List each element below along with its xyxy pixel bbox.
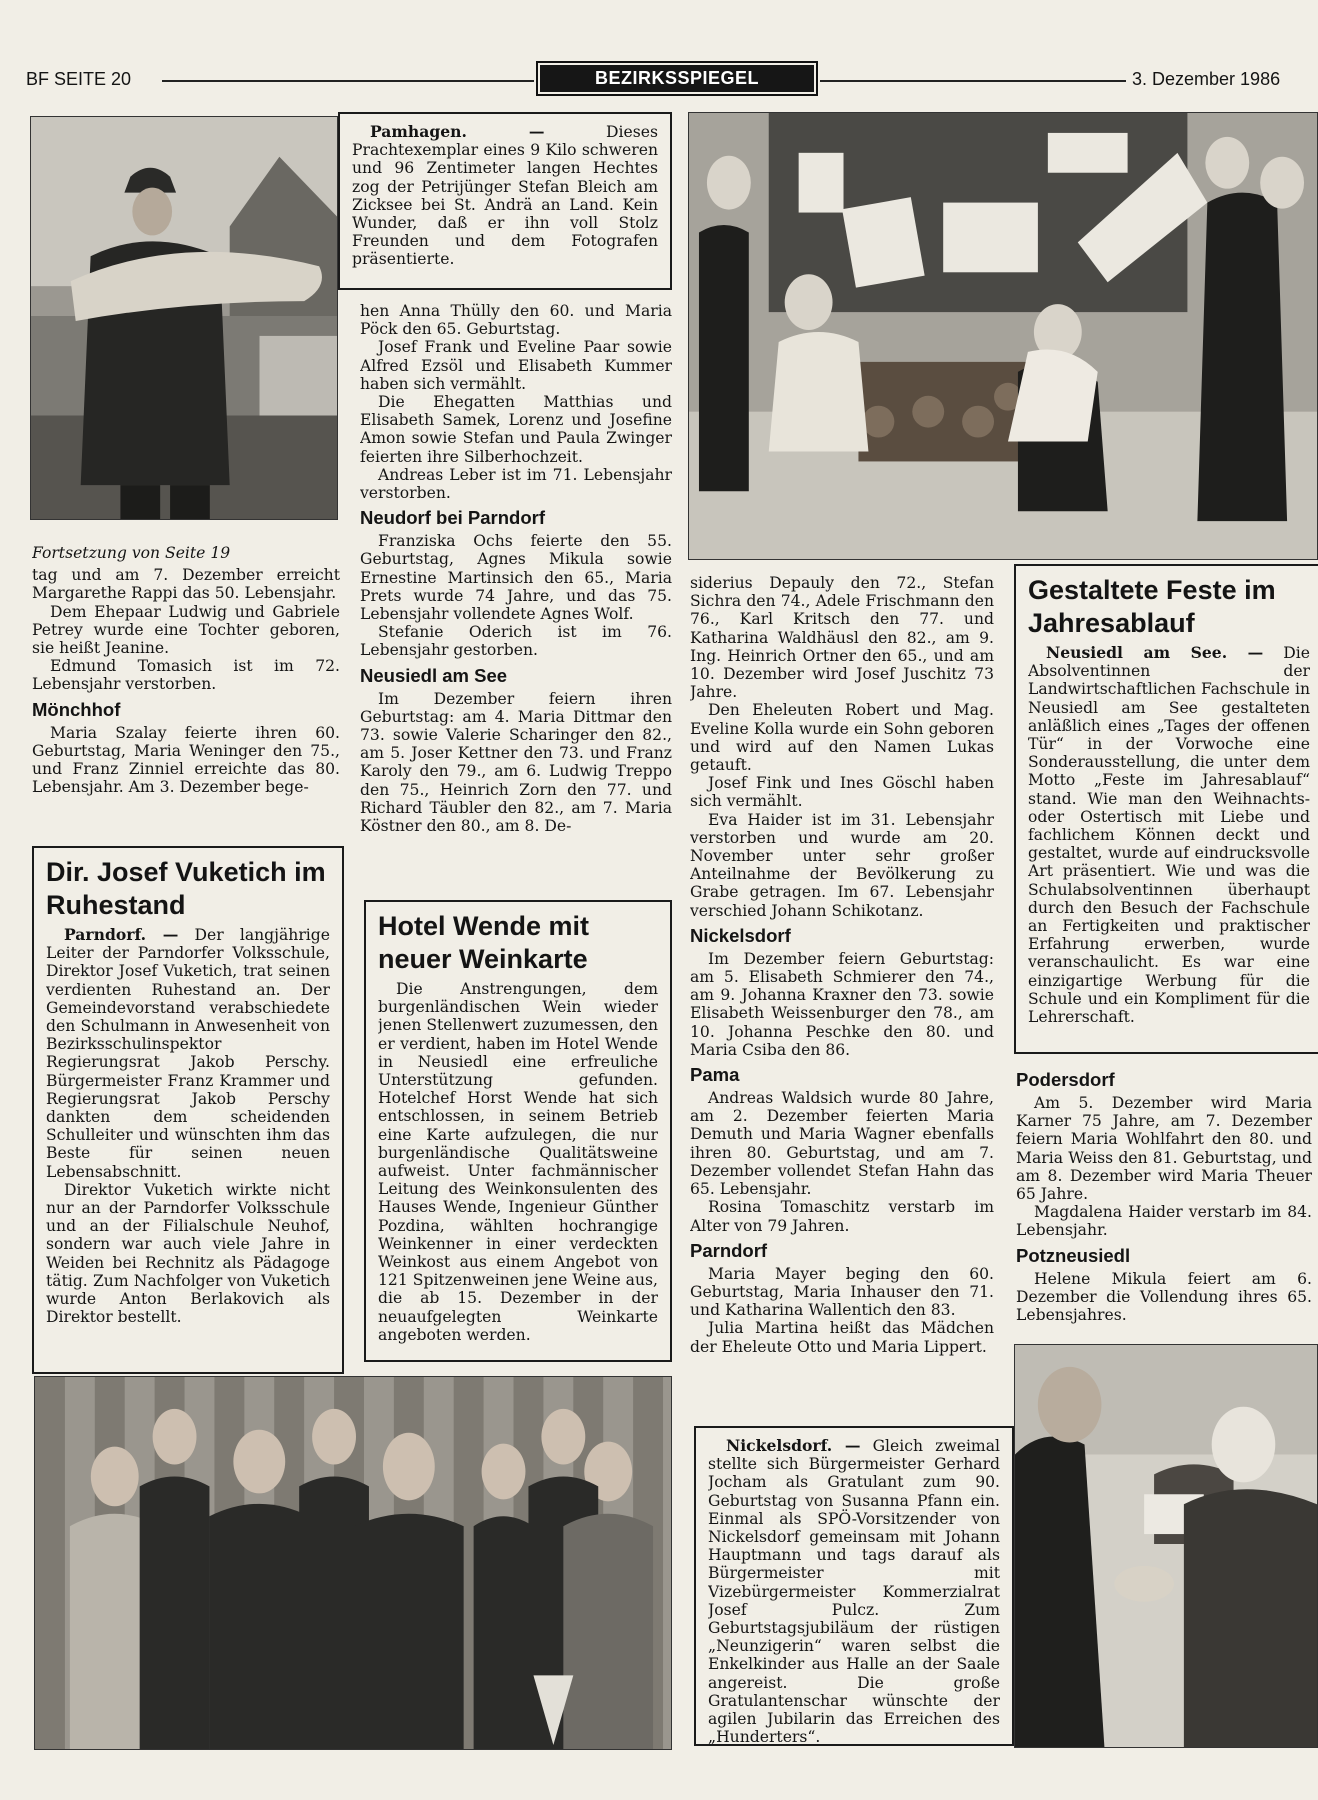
fish-caption-box [338, 112, 672, 290]
hotel-paragraph: Die Anstrengungen, dem burgenländischen Wein wieder jenen Stellenwert zuzumessen, den er verdient, haben im Hotel Wende in Neusiedl eine erfreuliche Unterstützung gefunden. Hotelchef Horst Wende hat sich entschlossen, in seinem Betrieb eine Karte aufzulegen, die nur burgenländische Qualitätsweine aufweist. Unter fachmännischer Leitung des Weinkonsulenten des Hauses Wende, Ingenieur Günther Pozdina, wählten hochrangige Weinkenner in einer verdeckten Weinkost aus einem Angebot von 121 Spitzenweinen jene Weine aus, die ab 15. Dezember in der neuaufgelegten Weinkarte angeboten werden. [378, 980, 658, 1344]
continued-from-note: Fortsetzung von Seite 19 [32, 544, 231, 562]
photo-school-exhibition [688, 112, 1318, 560]
col3-paragraph: Maria Mayer beging den 60. Geburtstag, Maria Inhauser den 71. und Katharina Wallentich den 83. [690, 1264, 994, 1320]
page-date: 3. Dezember 1986 [1132, 69, 1281, 89]
col2-paragraph: Stefanie Oderich ist im 76. Lebensjahr gestorben. [360, 623, 672, 660]
feste-headline: Gestaltete Feste im Jahresablauf [1028, 575, 1276, 638]
photo-birthday-congratulation [1014, 1344, 1318, 1748]
col1-paragraph: tag und am 7. Dezember erreicht Margarethe Rappi das 50. Lebensjahr. [32, 566, 340, 603]
col2-paragraph: Im Dezember feiern ihren Geburtstag: am 4. Maria Dittmar den 73. sowie Valerie Scharinger den 82., am 5. Joser Kettner den 73. und Franz Karoly den 79., am 6. Ludwig Treppo den 75., Heinrich Zorn den 77. und Richard Täubler den 82., am 7. Maria Köstner den 80., am 8. De- [360, 689, 672, 836]
col3-paragraph: Eva Haider ist im 31. Lebensjahr verstorben und wurde am 20. November unter sehr großer Anteilnahme der Bevölkerung zu Grabe getragen. Im 67. Lebensjahr verschied Johann Schikotanz. [690, 810, 994, 920]
heading-pama: Pama [690, 1064, 740, 1086]
col2-paragraph: Die Ehegatten Matthias und Elisabeth Samek, Lorenz und Josefine Amon sowie Stefan und Paula Zwinger feierten ihre Silberhochzeit. [360, 393, 672, 466]
col2-paragraph: Josef Frank und Eveline Paar sowie Alfred Ezsöl und Elisabeth Kummer haben sich vermählt. [360, 338, 672, 393]
hotel-body [378, 980, 658, 1344]
article-gestaltete-feste [1014, 564, 1318, 1054]
col1-paragraph: Maria Szalay feierte ihren 60. Geburtstag, Maria Weninger den 75., und Franz Zinniel erreichte das 80. Lebensjahr. Am 3. Dezember bege- [32, 723, 340, 797]
col3-paragraph: Rosina Tomaschitz verstarb im Alter von 79 Jahren. [690, 1198, 994, 1235]
feste-body [1028, 644, 1310, 1026]
heading-podersdorf: Podersdorf [1016, 1069, 1115, 1090]
col3-paragraph: Josef Fink und Ines Göschl haben sich vermählt. [690, 774, 994, 811]
feste-text: Die Absolventinnen der Landwirtschaftlichen Fachschule in Neusiedl am See gestalteten anläßlich eines „Tages der offenen Tür“ in der Vorwoche eine Sonderausstellung, die unter dem Motto „Feste im Jahresablauf“ stand. Wie man den Weihnachts- oder Ostertisch mit Liebe und fachlichem Können deckt und gestaltet, wurde auf eindrucksvolle Art präsentiert. Wie und was die Schulabsolventinnen überhaupt durch den Besuch der Fachschule an Fertigkeiten und praktischer Erfahrung erwerben, wurde veranschaulicht. Es war eine einzigartige Werbung für die Schule und ein Kompliment für die Lehrerschaft. [1028, 644, 1310, 1027]
vuketich-lead: Parndorf. — [64, 926, 179, 944]
section-title: BEZIRKSSPIEGEL [540, 65, 814, 92]
jocham-lead: Nickelsdorf. — [726, 1437, 861, 1455]
section-banner [536, 61, 818, 96]
vuketich-p1: Der langjährige Leiter der Parndorfer Volksschule, Direktor Josef Vuketich, trat seinen verdienten Ruhestand an. Der Gemeindevorstand verabschiedete den Schulmann in Anwesenheit von Bezirksschulinspektor Regierungsrat Jakob Perschy. Bürgermeister Franz Krammer und Regierungsrat Jakob Perschy dankten dem scheidenden Schulleiter und wünschten ihm das Beste für seinen neuen Lebensabschnitt. [46, 926, 330, 1181]
fish-caption-lead: Pamhagen. — [370, 123, 545, 141]
vuketich-body [46, 926, 330, 1326]
vuketich-headline: Dir. Josef Vuketich im Ruhestand [46, 857, 326, 920]
column-4-text [1016, 1064, 1312, 1340]
heading-potzneusiedl: Potzneusiedl [1016, 1244, 1131, 1266]
article-vuketich [32, 846, 344, 1374]
jocham-body: Gleich zweimal stellte sich Bürgermeister Gerhard Jocham als Gratulant zum 90. Geburtstag von Susanna Pfann ein. Einmal als SPÖ-Vorsitzender von Nickelsdorf gemeinsam mit Johann Hauptmann und tags darauf als Bürgermeister mit Vizebürgermeister Kommerzialrat Josef Pulcz. Zum Geburtstagsjubiläum der rüstigen „Neunzigerin“ waren selbst die Enkelkinder aus Halle an der Saale angereist. Die große Gratulantenschar wünschte der agilen Jubilarin das Erreichen des „Hunderters“. [708, 1437, 1000, 1747]
col1-paragraph: Edmund Tomasich ist im 72. Lebensjahr verstorben. [32, 657, 340, 694]
photo-man-with-pike [30, 116, 338, 520]
col2-paragraph: hen Anna Thülly den 60. und Maria Pöck den 65. Geburtstag. [360, 302, 672, 339]
photo-group-of-men [34, 1376, 672, 1750]
col3-paragraph: siderius Depauly den 72., Stefan Sichra den 74., Adele Frischmann den 76., Karl Kritsch den 77. und Katharina Waldhäusl den 82., am 9. Ing. Heinrich Ortner den 65., und am 10. Dezember wird Josef Juschitz 73 Jahre. [690, 574, 994, 702]
header-rule-right [820, 80, 1126, 82]
col2-paragraph: Andreas Leber ist im 71. Lebensjahr verstorben. [360, 465, 672, 503]
col3-paragraph: Im Dezember feiern Geburtstag: am 5. Elisabeth Schmierer den 74., am 9. Johanna Kraxner den 73. sowie Elisabeth Weissenburger den 78., am 10. Johanna Peschke den 80. und Maria Csiba den 86. [690, 949, 994, 1059]
column-1-text [32, 544, 340, 834]
heading-parndorf: Parndorf [690, 1239, 768, 1261]
col3-paragraph: Den Eheleuten Robert und Mag. Eveline Kolla wurde ein Sohn geboren und wird auf den Namen Lukas getauft. [690, 701, 994, 775]
column-3-text [690, 574, 994, 1416]
heading-neudorf: Neudorf bei Parndorf [360, 507, 546, 529]
col3-paragraph: Andreas Waldsich wurde 80 Jahre, am 2. Dezember feierten Maria Demuth und Maria Wagner ebenfalls ihren 80. Geburtstag, und am 7. Dezember vollendet Stefan Hahn das 65. Lebensjahr. [690, 1089, 994, 1199]
fish-caption-body: Dieses Prachtexemplar eines 9 Kilo schweren und 96 Zentimeter langen Hechtes zog der Petrijünger Stefan Bleich am Zicksee bei St. Andrä an Land. Kein Wunder, daß er ihn voll Stolz Freunden und dem Fotografen präsentierte. [352, 123, 658, 269]
col3-paragraph: Julia Martina heißt das Mädchen der Eheleute Otto und Maria Lippert. [690, 1319, 994, 1356]
heading-nickelsdorf: Nickelsdorf [690, 924, 791, 946]
vuketich-paragraph [46, 926, 330, 1181]
col4-paragraph: Magdalena Haider verstarb im 84. Lebensjahr. [1016, 1203, 1312, 1240]
vuketich-paragraph: Direktor Vuketich wirkte nicht nur an der Parndorfer Volksschule und an der Filialschule Neuhof, sondern war auch viele Jahre in Weiden bei Rechnitz als Pädagoge tätig. Zum Nachfolger von Vuketich wurde Anton Berlakovich als Direktor bestellt. [46, 1180, 330, 1327]
heading-moenchhof: Mönchhof [32, 698, 121, 720]
heading-neusiedl: Neusiedl am See [360, 664, 508, 686]
page-number: BF SEITE 20 [26, 69, 132, 89]
article-jocham-caption [694, 1426, 1014, 1746]
col4-paragraph: Am 5. Dezember wird Maria Karner 75 Jahre, am 7. Dezember feiern Maria Wohlfahrt den 80. und Maria Weiss den 81. Geburtstag, und am 8. Dezember wird Maria Theuer 65 Jahre. [1016, 1094, 1312, 1204]
feste-lead: Neusiedl am See. — [1046, 644, 1264, 662]
jocham-text [708, 1437, 1000, 1746]
col2-paragraph: Franziska Ochs feierte den 55. Geburtstag, Agnes Mikula sowie Ernestine Martinsich den 65., Maria Prets wurde 74 Jahre, und das 75. Lebensjahr vollendete Agnes Wolf. [360, 532, 672, 624]
fish-caption-text [352, 123, 658, 269]
header-rule-left [162, 80, 534, 82]
hotel-headline: Hotel Wende mit neuer Weinkarte [378, 911, 590, 974]
article-hotel-wende [364, 900, 672, 1362]
col1-paragraph: Dem Ehepaar Ludwig und Gabriele Petrey wurde eine Tochter geboren, sie heißt Jeanine. [32, 602, 340, 658]
column-2-text [360, 302, 672, 888]
col4-paragraph: Helene Mikula feiert am 6. Dezember die Vollendung ihres 65. Lebensjahres. [1016, 1269, 1312, 1325]
